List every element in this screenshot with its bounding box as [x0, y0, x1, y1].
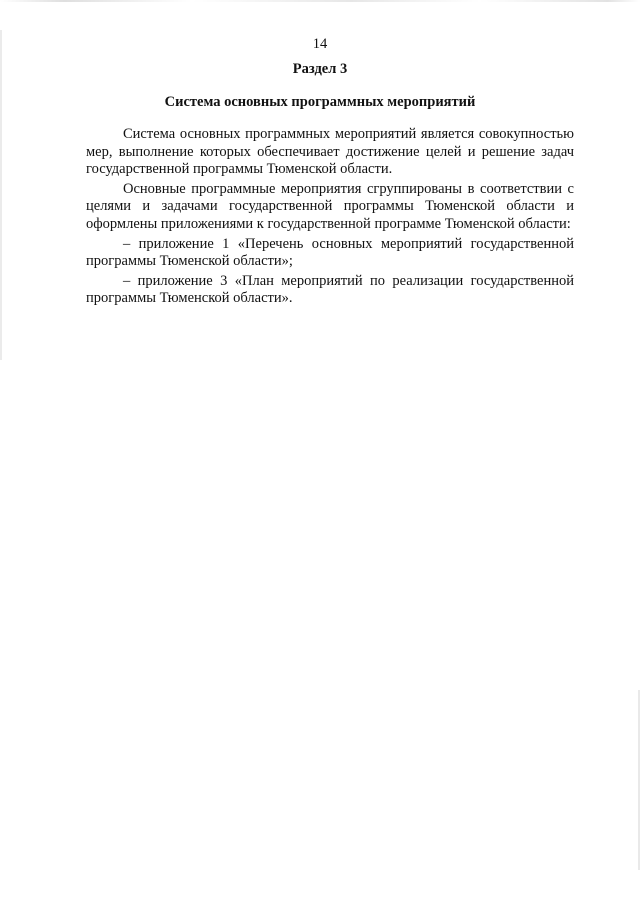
section-title: Раздел 3: [292, 61, 348, 77]
paragraph-grouping: Основные программные мероприятия сгруппированы в соответствии с целями и задачами государственной программы Тюменской области и оформлены приложениями к государственной программе Тюменской области:: [86, 180, 574, 232]
scan-edge-top: [0, 0, 640, 2]
page-number: 14: [312, 36, 328, 52]
body-text: [86, 126, 574, 310]
paragraph-intro: Система основных программных мероприятий является совокупностью мер, выполнение которых обеспечивает достижение целей и решение задач государственной программы Тюменской области.: [86, 126, 574, 178]
section-heading: Система основных программных мероприятий: [164, 94, 476, 110]
list-item-appendix-3: – приложение 3 «План мероприятий по реализации государственной программы Тюменской области».: [86, 272, 574, 307]
scan-edge-left: [0, 30, 2, 360]
list-item-appendix-1: – приложение 1 «Перечень основных мероприятий государственной программы Тюменской области»;: [86, 235, 574, 270]
